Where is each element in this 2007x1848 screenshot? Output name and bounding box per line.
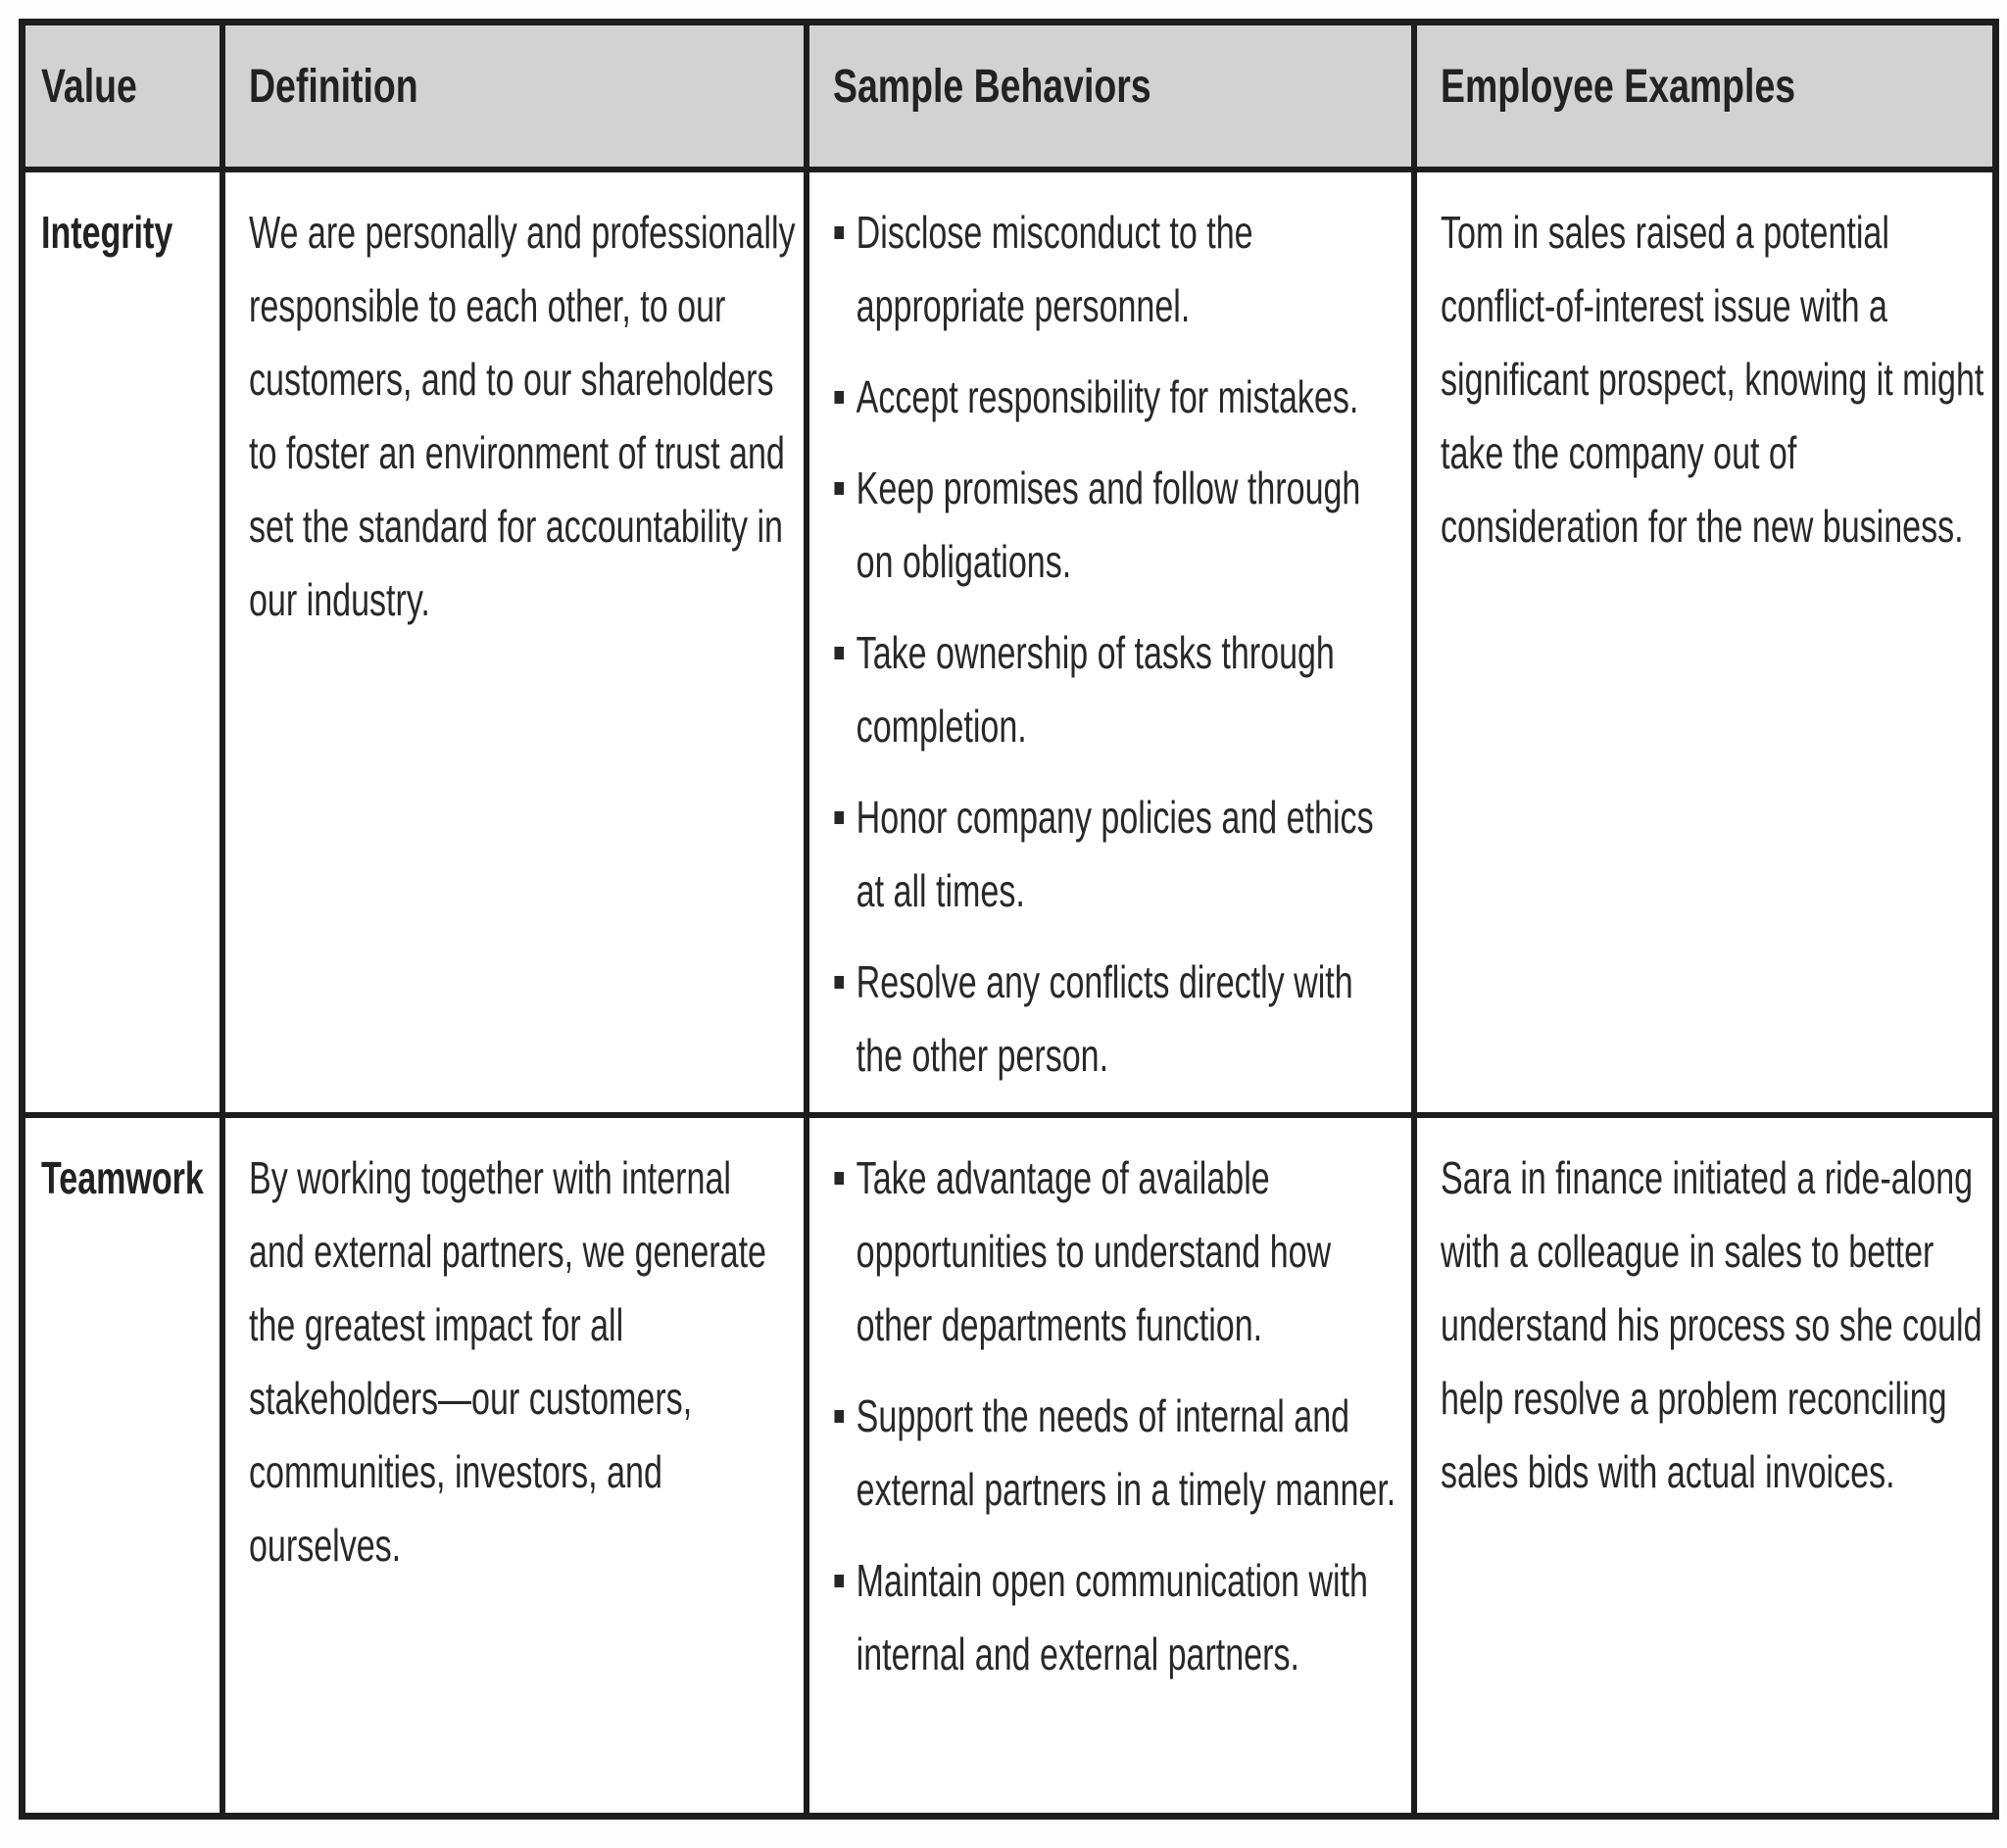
behavior-item: Take advantage of available opportunities to understand how other departments function.	[833, 1142, 1403, 1362]
table-row-teamwork	[23, 1115, 1996, 1817]
teamwork-definition-cell	[222, 1115, 807, 1817]
integrity-example-cell	[1414, 170, 1996, 1115]
header-row	[23, 23, 1996, 170]
header-label-value: Value	[41, 61, 137, 113]
definition-text: By working together with internal and external partners, we generate the greatest impact for all stakeholders—our customers, communities, investors, and ourselves.	[248, 1151, 766, 1571]
behavior-item: Honor company policies and ethics at all times.	[833, 781, 1403, 928]
behavior-item: Disclose misconduct to the appropriate personnel.	[833, 196, 1403, 343]
behavior-item: Keep promises and follow through on obligations.	[833, 452, 1403, 599]
header-cell-value	[23, 23, 222, 170]
table-row-integrity	[23, 170, 1996, 1115]
integrity-behaviors-cell	[807, 170, 1414, 1115]
behavior-item: Support the needs of internal and external partners in a timely manner.	[833, 1380, 1403, 1527]
behaviors-list	[833, 196, 1403, 1093]
definition-text: We are personally and professionally responsible to each other, to our customers, and to our shareholders to foster an environment of trust and set the standard for accountability in our industry.	[248, 206, 796, 625]
behavior-item: Resolve any conflicts directly with the other person.	[833, 946, 1403, 1093]
example-text: Sara in finance initiated a ride-along with a colleague in sales to better understand his process so she could help resolve a problem reconciling sales bids with actual invoices.	[1440, 1151, 1983, 1497]
behavior-item: Take ownership of tasks through completion.	[833, 616, 1403, 763]
header-cell-employee-examples	[1414, 23, 1996, 170]
behavior-item: Maintain open communication with internal and external partners.	[833, 1544, 1403, 1691]
behaviors-list	[833, 1142, 1403, 1691]
header-cell-sample-behaviors	[807, 23, 1414, 170]
teamwork-behaviors-cell	[807, 1115, 1414, 1817]
header-label-sample-behaviors: Sample Behaviors	[832, 61, 1151, 113]
integrity-definition-cell	[222, 170, 807, 1115]
behavior-item: Accept responsibility for mistakes.	[833, 361, 1403, 434]
header-label-employee-examples: Employee Examples	[1440, 61, 1795, 113]
header-label-definition: Definition	[248, 61, 418, 113]
value-name: Teamwork	[41, 1151, 204, 1203]
company-values-table	[19, 19, 1999, 1820]
teamwork-value-cell	[23, 1115, 222, 1817]
value-name: Integrity	[41, 206, 173, 258]
header-cell-definition	[222, 23, 807, 170]
integrity-value-cell	[23, 170, 222, 1115]
teamwork-example-cell	[1414, 1115, 1996, 1817]
example-text: Tom in sales raised a potential conflict-of-interest issue with a significant prospect, knowing it might take the company out of consideration for the new business.	[1440, 206, 1983, 552]
